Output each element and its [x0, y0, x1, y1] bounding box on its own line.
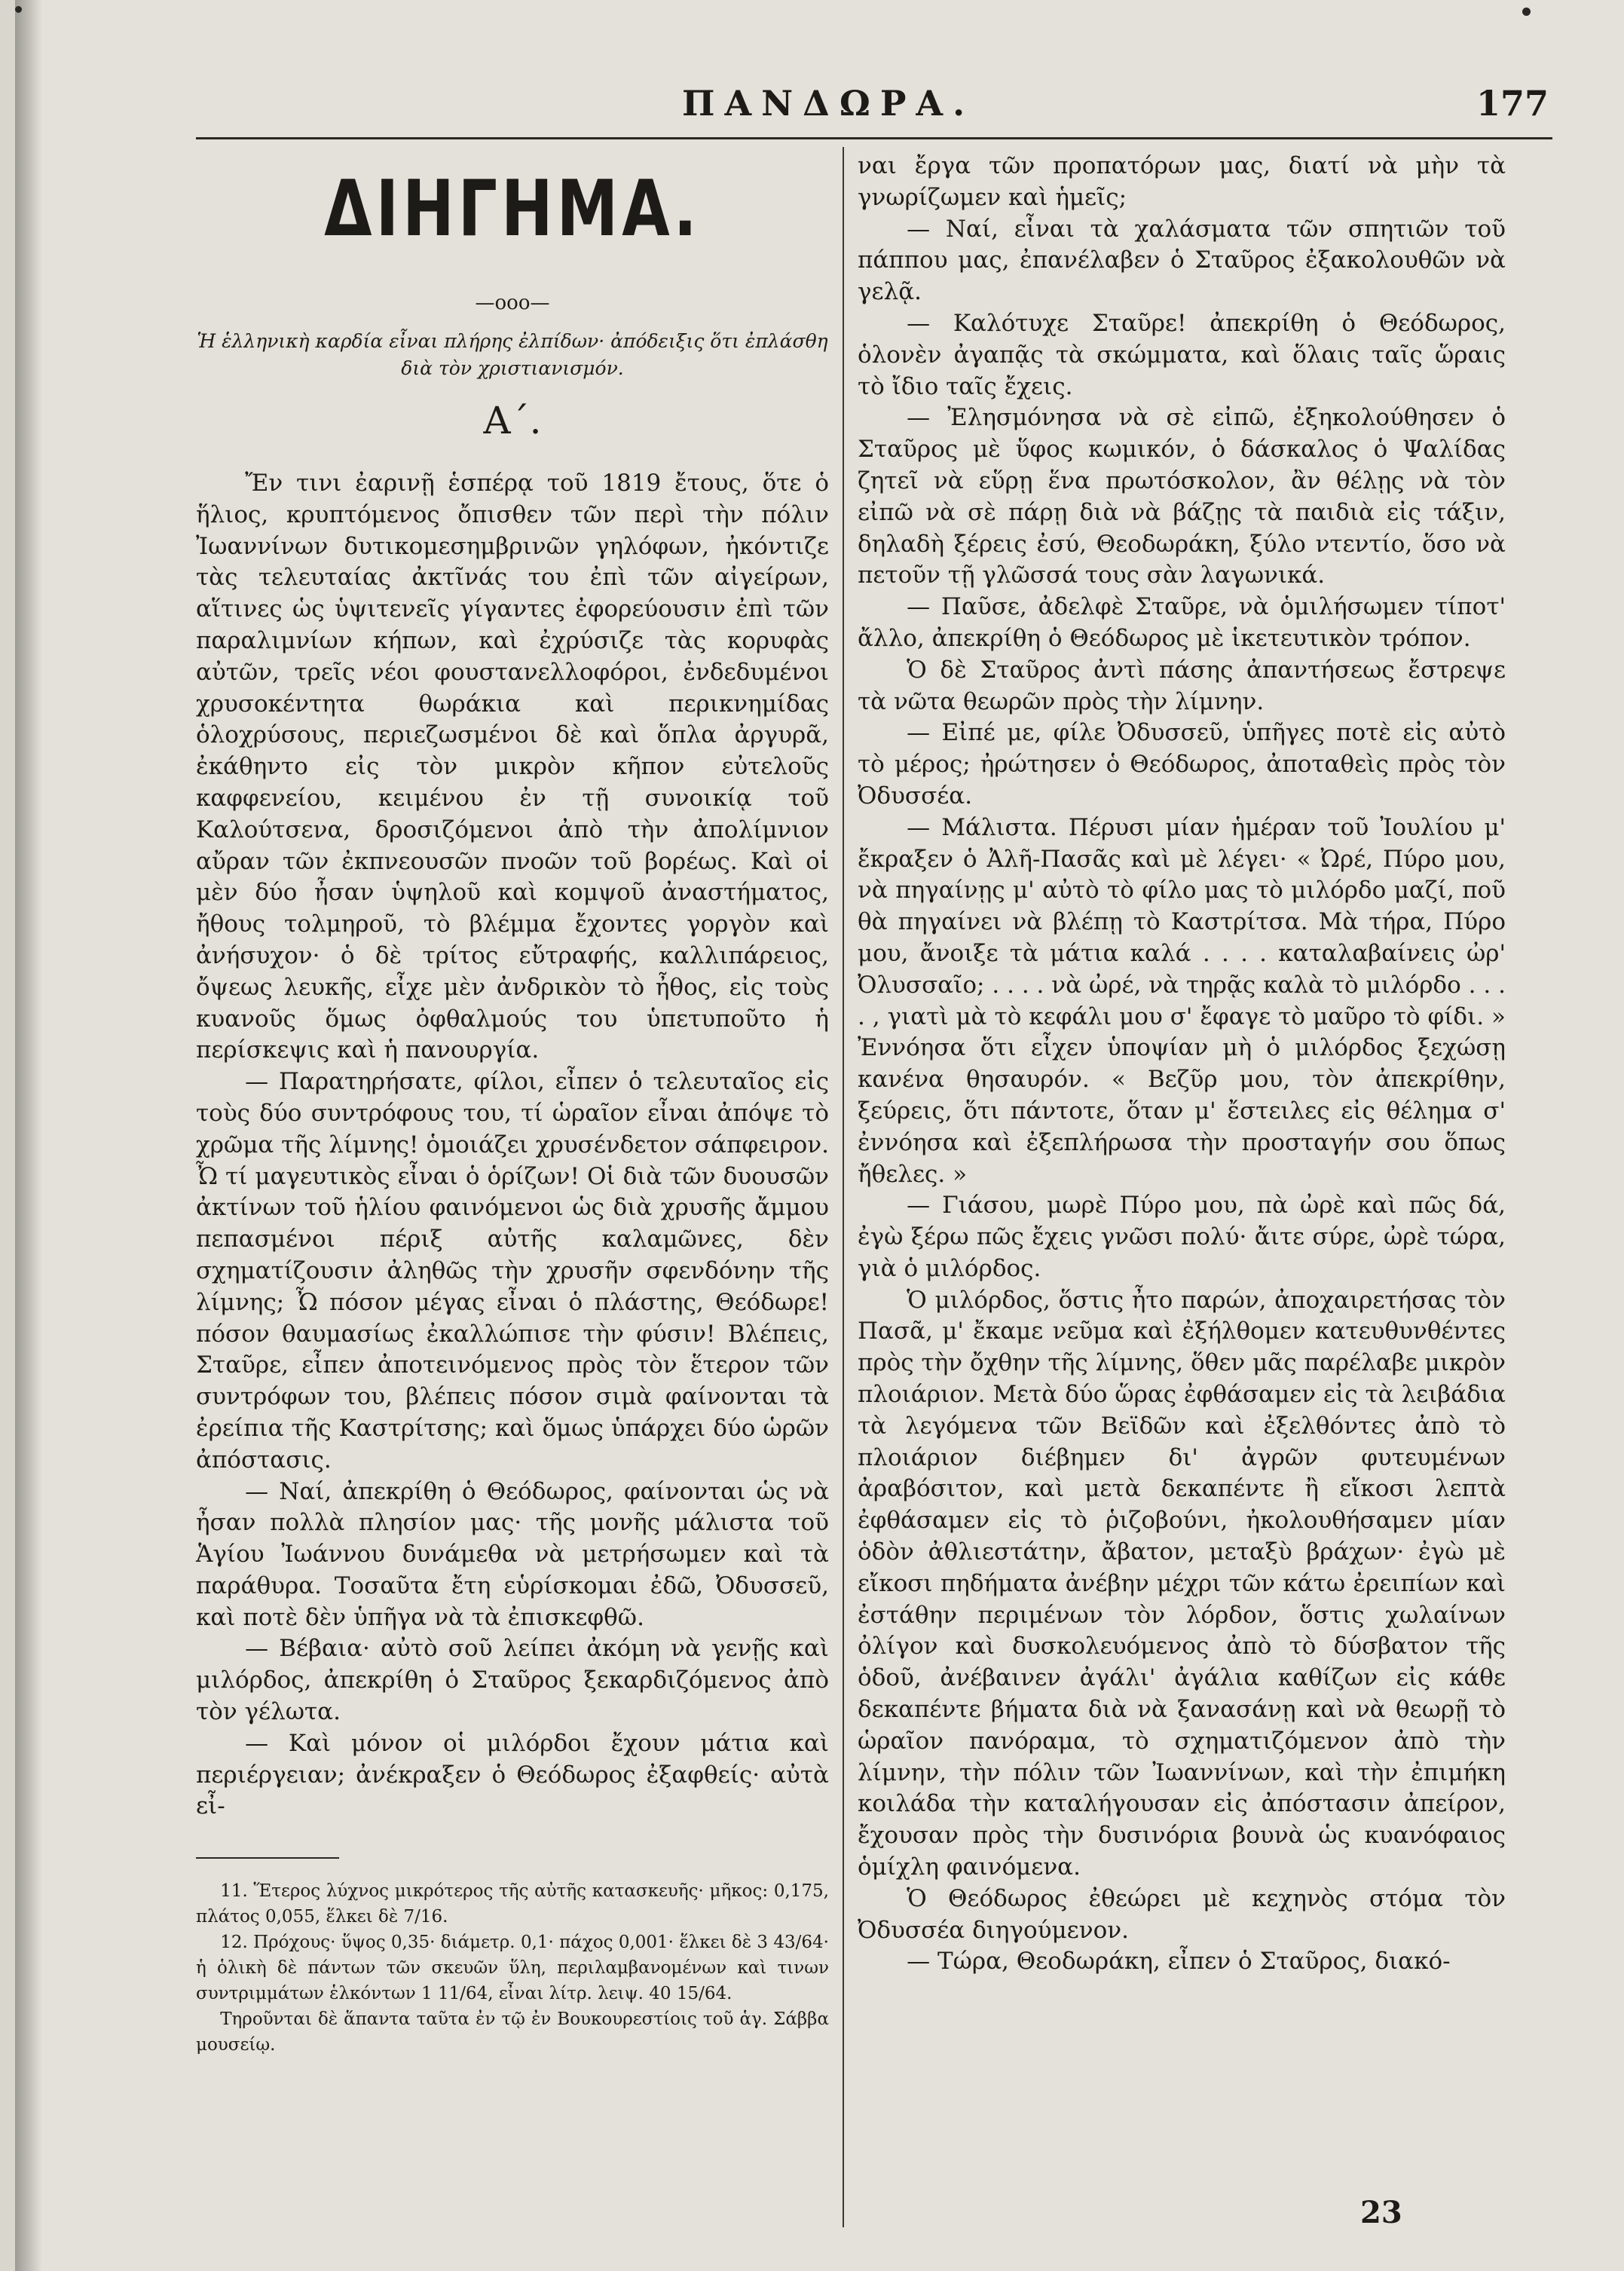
paragraph: — Καὶ μόνον οἱ μιλόρδοι ἔχουν μάτια καὶ περιέργειαν; ἀνέκραξεν ὁ Θεόδωρος ἐξαφθείς· αὐτὰ εἶ- [196, 1729, 829, 1820]
paragraph: — Ναί, ἀπεκρίθη ὁ Θεόδωρος, φαίνονται ὡς νὰ ἦσαν πολλὰ πλησίον μας· τῆς μονῆς μάλιστα τοῦ Ἁγίου Ἰωάννου δυνάμεθα νὰ μετρήσωμεν καὶ τὰ παράθυρα. Τοσαῦτα ἔτη εὑρίσκομαι ἐδῶ, Ὀδυσσεῦ, καὶ ποτὲ δὲν ὑπῆγα νὰ τὰ ἐπισκεφθῶ. [196, 1477, 829, 1631]
page [15, 0, 1624, 2271]
left-column [196, 151, 829, 2058]
paragraph: — Βέβαια· αὐτὸ σοῦ λείπει ἀκόμη νὰ γενῇς καὶ μιλόρδος, ἀπεκρίθη ὁ Σταῦρος ξεκαρδιζόμενος ἀπὸ τὸν γέλωτα. [196, 1635, 829, 1726]
paragraph: Ὁ μιλόρδος, ὅστις ἦτο παρών, ἀποχαιρετήσας τὸν Πασᾶ, μ' ἔκαμε νεῦμα καὶ ἐξήλθομεν κατευθυνθέντες πρὸς τὴν ὄχθην τῆς λίμνης, ὅθεν μᾶς παρέλαβε μικρὸν πλοιάριον. Μετὰ δύο ὥρας ἐφθάσαμεν εἰς τὰ λειβάδια τὰ λεγόμενα τῶν Βεϊδῶν καὶ ἐξελθόντες ἀπὸ τὸ πλοιάριον διέβημεν δι' ἀγρῶν φυτευμένων ἀραβόσιτον, καὶ μετὰ δεκαπέντε ἢ εἴκοσι λεπτὰ ἐφθάσαμεν εἰς τὸ ῥιζοβούνι, ἠκολουθήσαμεν μίαν ὁδὸν ἀθλιεστάτην, ἄβατον, μεταξὺ βράχων· ἐγὼ μὲ εἴκοσι πηδήματα ἀνέβην μέχρι τῶν κάτω ἐρειπίων καὶ ἐστάθην περιμένων τὸν λόρδον, ὅστις χωλαίνων ὀλίγον καὶ δυσκολευόμενος ἀπὸ τὸ δύσβατον τῆς ὁδοῦ, ἀνέβαινεν ἀγάλι' ἀγάλια καθίζων εἰς κάθε δεκαπέντε βήματα διὰ νὰ ξανασάνῃ καὶ νὰ θεωρῇ τὸ ὡραῖον πανόραμα, τὸ σχηματιζόμενον ἀπὸ τὴν λίμνην, τὴν πόλιν τῶν Ἰωαννίνων, καὶ τὴν ἐπιμήκη κοιλάδα τὴν καταλήγουσαν εἰς ἀπόστασιν ἀπείρον, ἔχουσαν πρὸς τὴν δυσινόρια βουνὰ ὡς κυανόφαιος ὁμίχλη φαινόμενα. [858, 1286, 1506, 1881]
print-speck [15, 6, 22, 13]
epigraph: Ἡ ἑλληνικὴ καρδία εἶναι πλήρης ἐλπίδων· ἀπόδειξις ὅτι ἐπλάσθη διὰ τὸν χριστιανισμόν. [197, 330, 828, 379]
paragraph: — Ναί, εἶναι τὰ χαλάσματα τῶν σπητιῶν τοῦ πάππου μας, ἐπανέλαβεν ὁ Σταῦρος ἐξακολουθῶν νὰ γελᾷ. [858, 215, 1506, 306]
running-title: ΠΑΝΔΩΡΑ. [682, 83, 975, 124]
chapter-heading: Α΄. [483, 399, 542, 442]
paragraph: Ἔν τινι ἐαρινῇ ἑσπέρᾳ τοῦ 1819 ἔτους, ὅτε ὁ ἥλιος, κρυπτόμενος ὄπισθεν τῶν περὶ τὴν πόλιν Ἰωαννίνων δυτικομεσημβρινῶν γηλόφων, ἠκόντιζε τὰς τελευταίας ἀκτῖνάς του ἐπὶ τῶν αἰγείρων, αἵτινες ὡς ὑψιτενεῖς γίγαντες ἐφορεύουσιν ἐπὶ τῶν παραλιμνίων κήπων, καὶ ἐχρύσιζε τὰς κορυφὰς αὐτῶν, τρεῖς νέοι φουστανελλοφόροι, ἐνδεδυμένοι χρυσοκέντητα θωράκια καὶ περικνημίδας ὁλοχρύσους, περιεζωσμένοι δὲ καὶ ὅπλα ἀργυρᾶ, ἐκάθηντο εἰς τὸν μικρὸν κῆπον εὐτελοῦς καφφενείου, κειμένου ἐν τῇ συνοικίᾳ τοῦ Καλούτσενα, δροσιζόμενοι ἀπὸ τὴν ἀπολίμνιον αὔραν τῶν ἐκπνεουσῶν πνοῶν τοῦ βορέως. Καὶ οἱ μὲν δύο ἦσαν ὑψηλοῦ καὶ κομψοῦ ἀναστήματος, ἤθους τολμηροῦ, τὸ βλέμμα ἔχοντες γοργὸν καὶ ἀνήσυχον· ὁ δὲ τρίτος εὔτραφής, καλλιπάρειος, ὄψεως λευκῆς, εἶχε μὲν ἀνδρικὸν τὸ ἦθος, εἰς τοὺς κυανοῦς ὅμως ὀφθαλμούς του ὑπετυποῦτο ἡ περίσκεψις καὶ ἡ πανουργία. [196, 470, 829, 1064]
page-header [15, 83, 1624, 143]
right-column [858, 151, 1506, 1978]
paragraph: — Εἰπέ με, φίλε Ὀδυσσεῦ, ὑπῆγες ποτὲ εἰς αὐτὸ τὸ μέρος; ἠρώτησεν ὁ Θεόδωρος, ἀποταθεὶς πρὸς τὸν Ὀδυσσέα. [858, 719, 1506, 810]
paragraph: — Ἐλησμόνησα νὰ σὲ εἰπῶ, ἐξηκολούθησεν ὁ Σταῦρος μὲ ὕφος κωμικόν, ὁ δάσκαλος ὁ Ψαλίδας ζητεῖ νὰ εὕρῃ ἕνα πρωτόσκολον, ἂν θέλῃς νὰ τὸν εἰπῶ νὰ σὲ πάρῃ διὰ νὰ βάζῃς τὰ παιδιὰ εἰς τάξιν, δηλαδὴ ξέρεις ἐσύ, Θεοδωράκη, ξύλο ντεντίο, ὅσο νὰ πετοῦν τῇ γλῶσσά τους σὰν λαγωνικά. [858, 404, 1506, 589]
footnote: 12. Πρόχους· ὕψος 0,35· διάμετρ. 0,1· πάχος 0,001· ἕλκει δὲ 3 43/64· ἡ ὁλικὴ δὲ πάντων τῶν σκευῶν ὕλη, περιλαμβανομένων καὶ τινων συντριμμάτων ἑλκόντων 1 11/64, εἶναι λίτρ. λειψ. 40 15/64. [196, 1933, 829, 2004]
paragraph: — Γιάσου, μωρὲ Πύρο μου, πὰ ὠρὲ καὶ πῶς δά, ἐγὼ ξέρω πῶς ἔχεις γνῶσι πολύ· ἄιτε σύρε, ὠρὲ τώρα, γιὰ ὁ μιλόρδος. [858, 1192, 1506, 1282]
signature-mark: 23 [1360, 2195, 1402, 2230]
paragraph: — Παρατηρήσατε, φίλοι, εἶπεν ὁ τελευταῖος εἰς τοὺς δύο συντρόφους του, τί ὡραῖον εἶναι ἀπόψε τὸ χρῶμα τῆς λίμνης! ὁμοιάζει χρυσένδετον σάπφειρον. Ὦ τί μαγευτικὸς εἶναι ὁ ὁρίζων! Οἱ διὰ τῶν δυουσῶν ἀκτίνων τοῦ ἡλίου φαινόμενοι ὡς διὰ χρυσῆς ἄμμου πεπασμένοι πέριξ αὐτῆς καλαμῶνες, δὲν σχηματίζουσιν ἀληθῶς τὴν χρυσῆν σφενδόνην τῆς λίμνης; Ὦ πόσον μέγας εἶναι ὁ πλάστης, Θεόδωρε! πόσον θαυμασίως ἐκαλλώπισε τὴν φύσιν! Βλέπεις, Σταῦρε, εἶπεν ἀποτεινόμενος πρὸς τὸν ἕτερον τῶν συντρόφων του, βλέπεις πόσον σιμὰ φαίνονται τὰ ἐρείπια τῆς Καστρίτσης; καὶ ὅμως ὑπάρχει δύο ὡρῶν ἀπόστασις. [196, 1068, 829, 1474]
footnotes [196, 1878, 829, 2058]
footnote: Τηροῦνται δὲ ἅπαντα ταῦτα ἐν τῷ ἐν Βουκουρεστίοις τοῦ ἁγ. Σάββα μουσείῳ. [196, 2009, 829, 2055]
print-speck [1522, 8, 1531, 16]
footnote: 11. Ἕτερος λύχνος μικρότερος τῆς αὐτῆς κατασκευῆς· μῆκος: 0,175, πλάτος 0,055, ἕλκει δὲ 7/16. [196, 1881, 829, 1927]
header-rule [196, 137, 1552, 139]
paragraph: ναι ἔργα τῶν προπατόρων μας, διατί νὰ μὴν τὰ γνωρίζωμεν καὶ ἡμεῖς; [858, 152, 1506, 211]
paragraph: Ὁ δὲ Σταῦρος ἀντὶ πάσης ἀπαντήσεως ἔστρεψε τὰ νῶτα θεωρῶν πρὸς τὴν λίμνην. [858, 656, 1506, 715]
page-number: 177 [1476, 83, 1549, 124]
article-title: ΔΙΗΓΗΜΑ. [324, 164, 701, 254]
paragraph: Ὁ Θεόδωρος ἐθεώρει μὲ κεχηνὸς στόμα τὸν Ὀδυσσέα διηγούμενον. [858, 1884, 1506, 1944]
left-paragraphs [196, 468, 829, 1823]
footnote-rule [196, 1857, 339, 1859]
column-divider [843, 147, 844, 2227]
paragraph: — Καλότυχε Σταῦρε! ἀπεκρίθη ὁ Θεόδωρος, ὁλονὲν ἀγαπᾷς τὰ σκώμματα, καὶ ὅλαις ταῖς ὥραις τὸ ἴδιο ταῖς ἔχεις. [858, 309, 1506, 400]
title-ornament: —οοο— [475, 292, 550, 314]
paragraph: — Τώρα, Θεοδωράκη, εἶπεν ὁ Σταῦρος, διακό- [907, 1948, 1451, 1976]
paragraph: — Μάλιστα. Πέρυσι μίαν ἡμέραν τοῦ Ἰουλίου μ' ἔκραξεν ὁ Ἀλῆ-Πασᾶς καὶ μὲ λέγει· « Ὠρέ, Πύρο μου, νὰ πηγαίνῃς μ' αὐτὸ τὸ φίλο μας τὸ μιλόρδο μαζί, ποῦ θὰ πηγαίνει νὰ βλέπῃ τὸ Καστρίτσα. Μὰ τήρα, Πύρο μου, ἄνοιξε τὰ μάτια καλά . . . . καταλαβαίνεις ὠρ' Ὀλυσσαῖο; . . . . νὰ ὠρέ, νὰ τηρᾷς καλὰ τὸ μιλόρδο . . . . , γιατὶ μὰ τὸ κεφάλι μου σ' ἔφαγε τὸ μαῦρο τὸ φίδι. » Ἐννόησα ὅτι εἶχεν ὑποψίαν μὴ ὁ μιλόρδος ξεχώσῃ κανένα θησαυρόν. « Βεζῦρ μου, τὸν ἀπεκρίθην, ξεύρεις, ὅτι πάντοτε, ὅταν μ' ἔστειλες εἰς θέλημα σ' ἐννόησα καὶ ἐξεπλήρωσα τὴν προσταγήν σου ὅπως ἤθελες. » [858, 813, 1506, 1188]
paragraph: — Παῦσε, ἀδελφὲ Σταῦρε, νὰ ὁμιλήσωμεν τίποτ' ἄλλο, ἀπεκρίθη ὁ Θεόδωρος μὲ ἱκετευτικὸν τρόπον. [858, 593, 1506, 652]
